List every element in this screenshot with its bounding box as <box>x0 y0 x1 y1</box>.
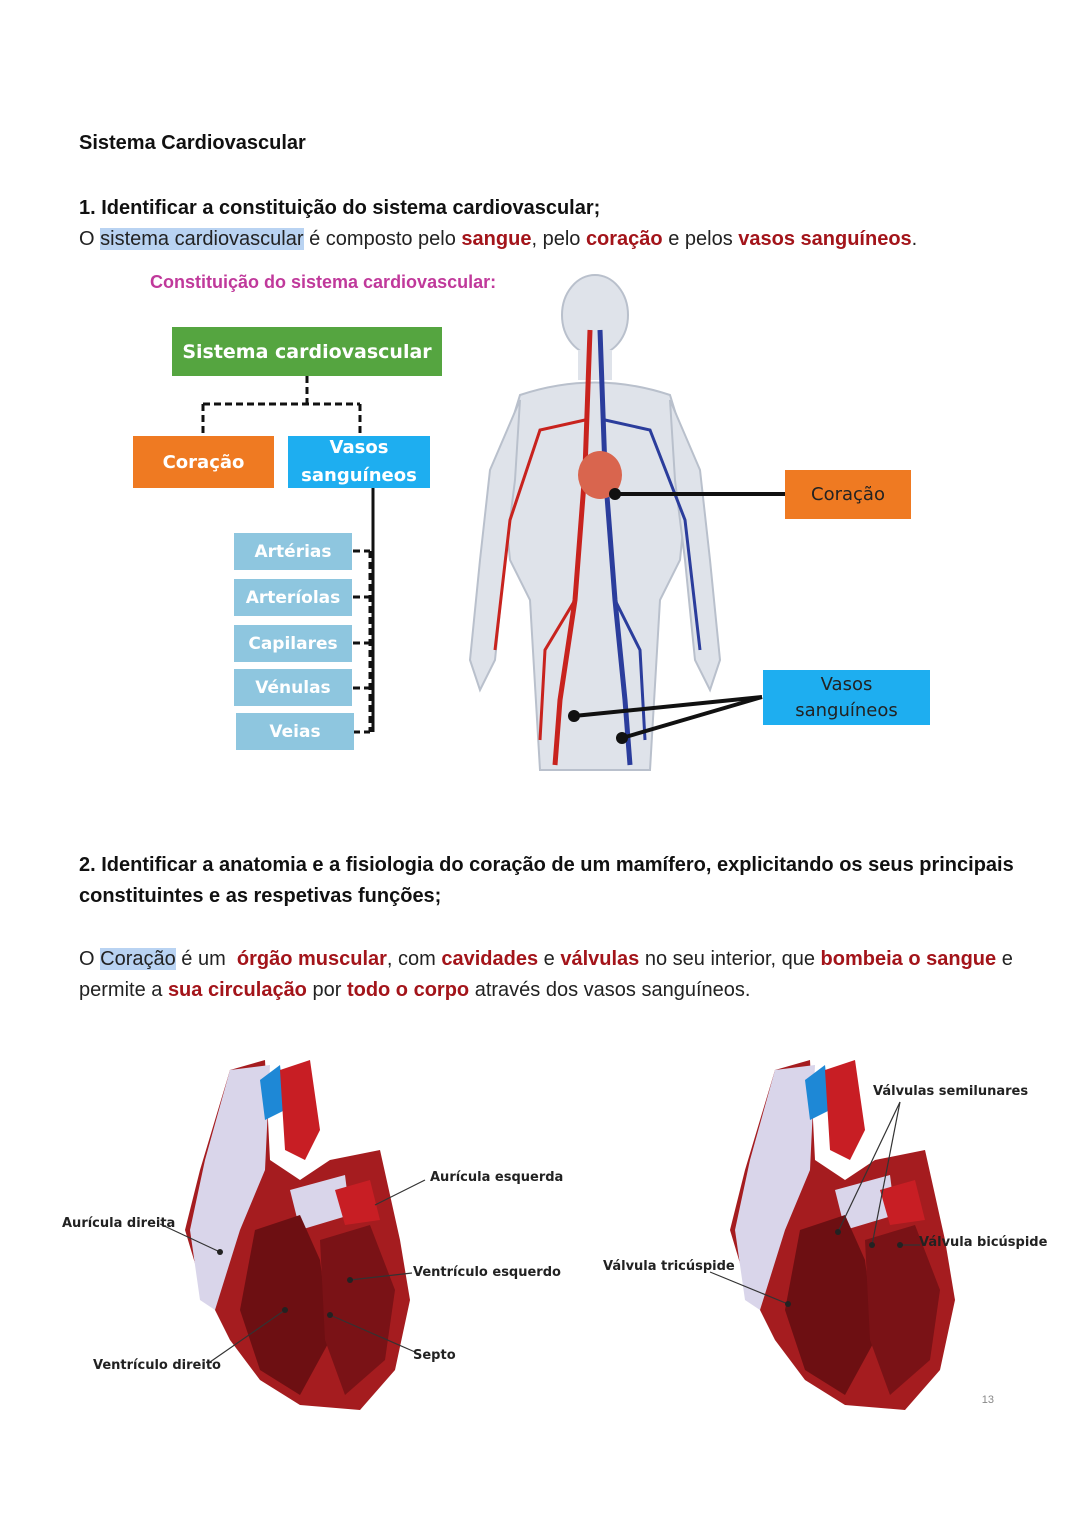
paragraph-line-2 <box>79 975 1029 1006</box>
section-2-heading <box>79 850 1029 912</box>
human-body-illustration <box>470 275 720 770</box>
keyword: sangue <box>461 228 532 250</box>
text: e pelos <box>662 228 739 250</box>
keyword: válvulas <box>560 948 640 970</box>
label-auricula-direita: Aurícula direita <box>62 1216 176 1231</box>
text: no seu interior, que <box>639 948 821 970</box>
keyword: órgão muscular <box>236 948 387 970</box>
label-valvulas-semilunares: Válvulas semilunares <box>873 1084 1029 1099</box>
page-number: 13 <box>981 1394 994 1406</box>
diagram-heart-box: Coração <box>133 436 274 488</box>
label-auricula-esquerda: Aurícula esquerda <box>430 1170 564 1185</box>
label-ventriculo-direito: Ventrículo direito <box>93 1358 221 1373</box>
paragraph-line-1 <box>79 944 1029 975</box>
heading-line-2: constituintes e as respetivas funções; <box>79 885 442 907</box>
text: , pelo <box>531 228 586 250</box>
diagram-item-capilares: Capilares <box>234 625 352 662</box>
diagram-title: Constituição do sistema cardiovascular: <box>150 272 497 292</box>
side-vessels-line-1: Vasos <box>820 673 873 695</box>
keyword: vasos sanguíneos <box>738 228 912 250</box>
diagram-vessels-box <box>288 436 430 488</box>
section-2-paragraph <box>79 944 1029 1006</box>
label-valvula-bicuspide: Válvula bicúspide <box>919 1235 1048 1250</box>
label-septo: Septo <box>413 1348 456 1363</box>
text: e <box>538 948 561 970</box>
highlight-term: sistema cardiovascular <box>100 228 304 250</box>
highlight-term: Coração <box>100 948 176 970</box>
keyword: todo o corpo <box>346 979 470 1001</box>
side-label-vessels <box>763 670 930 725</box>
keyword: bombeia o sangue <box>820 948 997 970</box>
diagram-item-arterias: Artérias <box>234 533 352 570</box>
side-vessels-line-2: sanguíneos <box>795 699 898 721</box>
text: e <box>996 948 1013 970</box>
vessels-line-1: Vasos <box>329 437 389 458</box>
heart-illustrations <box>0 1040 1080 1440</box>
label-ventriculo-esquerdo: Ventrículo esquerdo <box>413 1265 561 1280</box>
diagram-item-arteriolas: Arteríolas <box>234 579 352 616</box>
text: permite a <box>79 979 168 1001</box>
text: é composto pelo <box>303 228 462 250</box>
keyword: cavidades <box>441 948 539 970</box>
text: através dos vasos sanguíneos. <box>469 979 751 1001</box>
diagram-root-box: Sistema cardiovascular <box>172 327 442 376</box>
keyword: coração <box>585 228 663 250</box>
diagram-item-venulas: Vénulas <box>234 669 352 706</box>
text: por <box>306 979 347 1001</box>
text: O <box>79 228 101 250</box>
heading-line-1: 2. Identificar a anatomia e a fisiologia do coração de um mamífero, explicitando os seus principais <box>79 854 1014 876</box>
text: é um <box>175 948 237 970</box>
text: , com <box>386 948 442 970</box>
text: O <box>79 948 101 970</box>
section-1-heading: 1. Identificar a constituição do sistema cardiovascular; <box>79 197 601 219</box>
text: . <box>911 228 918 250</box>
vessels-line-2: sanguíneos <box>301 465 417 486</box>
label-valvula-tricuspide: Válvula tricúspide <box>603 1259 735 1274</box>
keyword: sua circulação <box>167 979 307 1001</box>
diagram-item-veias: Veias <box>236 713 354 750</box>
page-title: Sistema Cardiovascular <box>79 132 306 154</box>
side-label-heart: Coração <box>785 470 911 519</box>
